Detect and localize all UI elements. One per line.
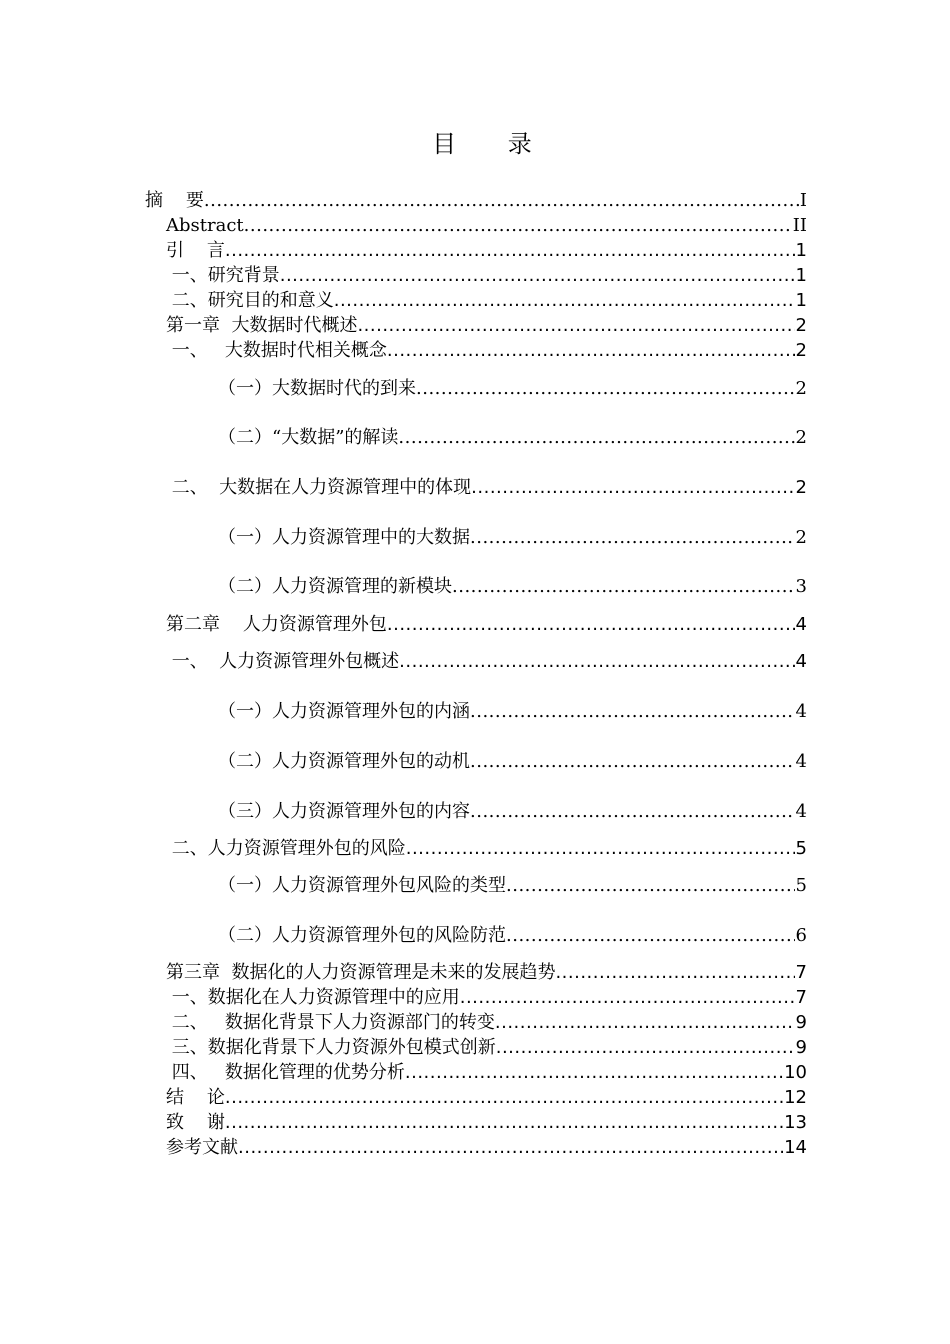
toc-entry-label: （三）人力资源管理外包的内容 xyxy=(218,801,470,822)
toc-leader-dots xyxy=(405,1061,783,1085)
toc-leader-dots xyxy=(496,1036,795,1060)
toc-leader-dots xyxy=(495,1011,795,1035)
toc-entry-label: 二、人力资源管理外包的风险 xyxy=(166,838,406,859)
toc-entry[interactable] xyxy=(218,575,807,599)
toc-entry-label: 一、数据化在人力资源管理中的应用 xyxy=(166,987,460,1008)
toc-entry-label: 摘 要 xyxy=(145,190,204,211)
toc-entry-label: 三、数据化背景下人力资源外包模式创新 xyxy=(166,1037,496,1058)
toc-entry-page: 2 xyxy=(795,378,807,399)
toc-leader-dots xyxy=(555,961,794,985)
toc-entry-page: 3 xyxy=(795,576,807,597)
toc-entry[interactable] xyxy=(218,874,807,898)
toc-entry-label: 一、 人力资源管理外包概述 xyxy=(166,651,400,672)
toc-entry-label: 第二章 人力资源管理外包 xyxy=(166,614,387,635)
toc-entry[interactable] xyxy=(166,214,807,238)
toc-entry-page: 2 xyxy=(795,340,807,361)
toc-entry-label: 四、 数据化管理的优势分析 xyxy=(166,1062,405,1083)
toc-entry-page: 2 xyxy=(795,527,807,548)
toc-entry-label: （二）人力资源管理外包的动机 xyxy=(218,751,470,772)
toc-entry-label: 引 言 xyxy=(166,240,225,261)
toc-entry-page: 6 xyxy=(795,925,807,946)
toc-leader-dots xyxy=(387,339,795,363)
toc-entry[interactable] xyxy=(166,239,807,263)
toc-entry-page: 4 xyxy=(795,701,807,722)
toc-leader-dots xyxy=(238,1136,783,1160)
toc-entry[interactable] xyxy=(166,1086,807,1110)
toc-entry-page: 2 xyxy=(795,427,807,448)
toc-leader-dots xyxy=(470,800,795,824)
toc-entry-page: 12 xyxy=(784,1087,807,1108)
toc-entry[interactable] xyxy=(166,1036,807,1060)
toc-entry-label: 二、研究目的和意义 xyxy=(166,290,334,311)
toc-entry-page: 2 xyxy=(795,315,807,336)
toc-entry[interactable] xyxy=(166,1011,807,1035)
toc-leader-dots xyxy=(225,239,795,263)
toc-entry-label: 二、 数据化背景下人力资源部门的转变 xyxy=(166,1012,495,1033)
toc-entry-page: 7 xyxy=(795,962,807,983)
toc-leader-dots xyxy=(470,526,795,550)
toc-entry-label: 参考文献 xyxy=(166,1137,238,1158)
toc-leader-dots xyxy=(225,1111,783,1135)
toc-leader-dots xyxy=(244,214,792,238)
toc-entry[interactable] xyxy=(166,314,807,338)
toc-entry-page: 4 xyxy=(795,614,807,635)
toc-entry[interactable] xyxy=(218,377,807,401)
toc-entry[interactable] xyxy=(166,264,807,288)
toc-entry-label: （一）人力资源管理中的大数据 xyxy=(218,527,470,548)
toc-entry-page: 4 xyxy=(795,751,807,772)
toc-entry[interactable] xyxy=(166,289,807,313)
toc-entry-page: 9 xyxy=(795,1037,807,1058)
toc-entry-page: 5 xyxy=(795,875,807,896)
toc-entry[interactable] xyxy=(166,650,807,674)
toc-entry[interactable] xyxy=(166,1061,807,1085)
toc-entry[interactable] xyxy=(166,613,807,637)
toc-entry-page: 4 xyxy=(795,801,807,822)
toc-leader-dots xyxy=(225,1086,783,1110)
toc-entry-page: 5 xyxy=(795,838,807,859)
toc-leader-dots xyxy=(506,874,795,898)
toc-entry[interactable] xyxy=(218,526,807,550)
toc-entry-label: 一、 大数据时代相关概念 xyxy=(166,340,387,361)
toc-leader-dots xyxy=(506,924,795,948)
toc-entry-label: （一）人力资源管理外包的内涵 xyxy=(218,701,470,722)
toc-leader-dots xyxy=(334,289,795,313)
toc-leader-dots xyxy=(399,650,794,674)
toc-leader-dots xyxy=(357,314,794,338)
toc-entry[interactable] xyxy=(166,339,807,363)
toc-entry-label: Abstract xyxy=(166,215,244,236)
toc-entry-label: （二）人力资源管理外包的风险防范 xyxy=(218,925,506,946)
toc-entry-label: （二）人力资源管理的新模块 xyxy=(218,576,452,597)
toc-entry-page: 2 xyxy=(795,477,807,498)
toc-entry-page: 1 xyxy=(795,240,807,261)
toc-entry-label: 一、研究背景 xyxy=(166,265,280,286)
toc-leader-dots xyxy=(280,264,795,288)
toc-entry[interactable] xyxy=(166,476,807,500)
toc-title: 目 录 xyxy=(432,130,554,158)
toc-entry-page: 1 xyxy=(795,290,807,311)
toc-entry[interactable] xyxy=(218,800,807,824)
toc-entry[interactable] xyxy=(218,700,807,724)
toc-entry[interactable] xyxy=(166,1111,807,1135)
toc-leader-dots xyxy=(460,986,795,1010)
toc-entry[interactable] xyxy=(218,924,807,948)
toc-entry-page: 4 xyxy=(795,651,807,672)
toc-leader-dots xyxy=(406,837,795,861)
toc-entry[interactable] xyxy=(218,426,807,450)
toc-entry-label: （二）“大数据”的解读 xyxy=(218,427,399,448)
toc-leader-dots xyxy=(471,476,794,500)
toc-entry-label: （一）大数据时代的到来 xyxy=(218,378,416,399)
toc-entry-label: （一）人力资源管理外包风险的类型 xyxy=(218,875,506,896)
toc-leader-dots xyxy=(387,613,795,637)
toc-leader-dots xyxy=(452,575,795,599)
toc-entry-page: II xyxy=(792,215,807,236)
toc-leader-dots xyxy=(398,426,794,450)
toc-entry-page: I xyxy=(799,190,807,211)
toc-entry-page: 1 xyxy=(795,265,807,286)
toc-entry-page: 13 xyxy=(784,1112,807,1133)
toc-entry-label: 致 谢 xyxy=(166,1112,225,1133)
toc-entry-label: 第一章 大数据时代概述 xyxy=(166,315,358,336)
toc-entry-label: 二、 大数据在人力资源管理中的体现 xyxy=(166,477,472,498)
toc-entry-page: 14 xyxy=(784,1137,807,1158)
toc-entry[interactable] xyxy=(218,750,807,774)
toc-entry[interactable] xyxy=(145,189,807,213)
toc-entry-label: 结 论 xyxy=(166,1087,225,1108)
toc-entry-label: 第三章 数据化的人力资源管理是未来的发展趋势 xyxy=(166,962,556,983)
toc-entry[interactable] xyxy=(166,837,807,861)
toc-leader-dots xyxy=(416,377,795,401)
toc-leader-dots xyxy=(204,189,799,213)
toc-entry-page: 7 xyxy=(795,987,807,1008)
toc-entry-page: 10 xyxy=(784,1062,807,1083)
toc-entry-page: 9 xyxy=(795,1012,807,1033)
toc-entry[interactable] xyxy=(166,961,807,985)
toc-leader-dots xyxy=(470,750,795,774)
toc-entry[interactable] xyxy=(166,1136,807,1160)
toc-leader-dots xyxy=(470,700,795,724)
toc-entry[interactable] xyxy=(166,986,807,1010)
